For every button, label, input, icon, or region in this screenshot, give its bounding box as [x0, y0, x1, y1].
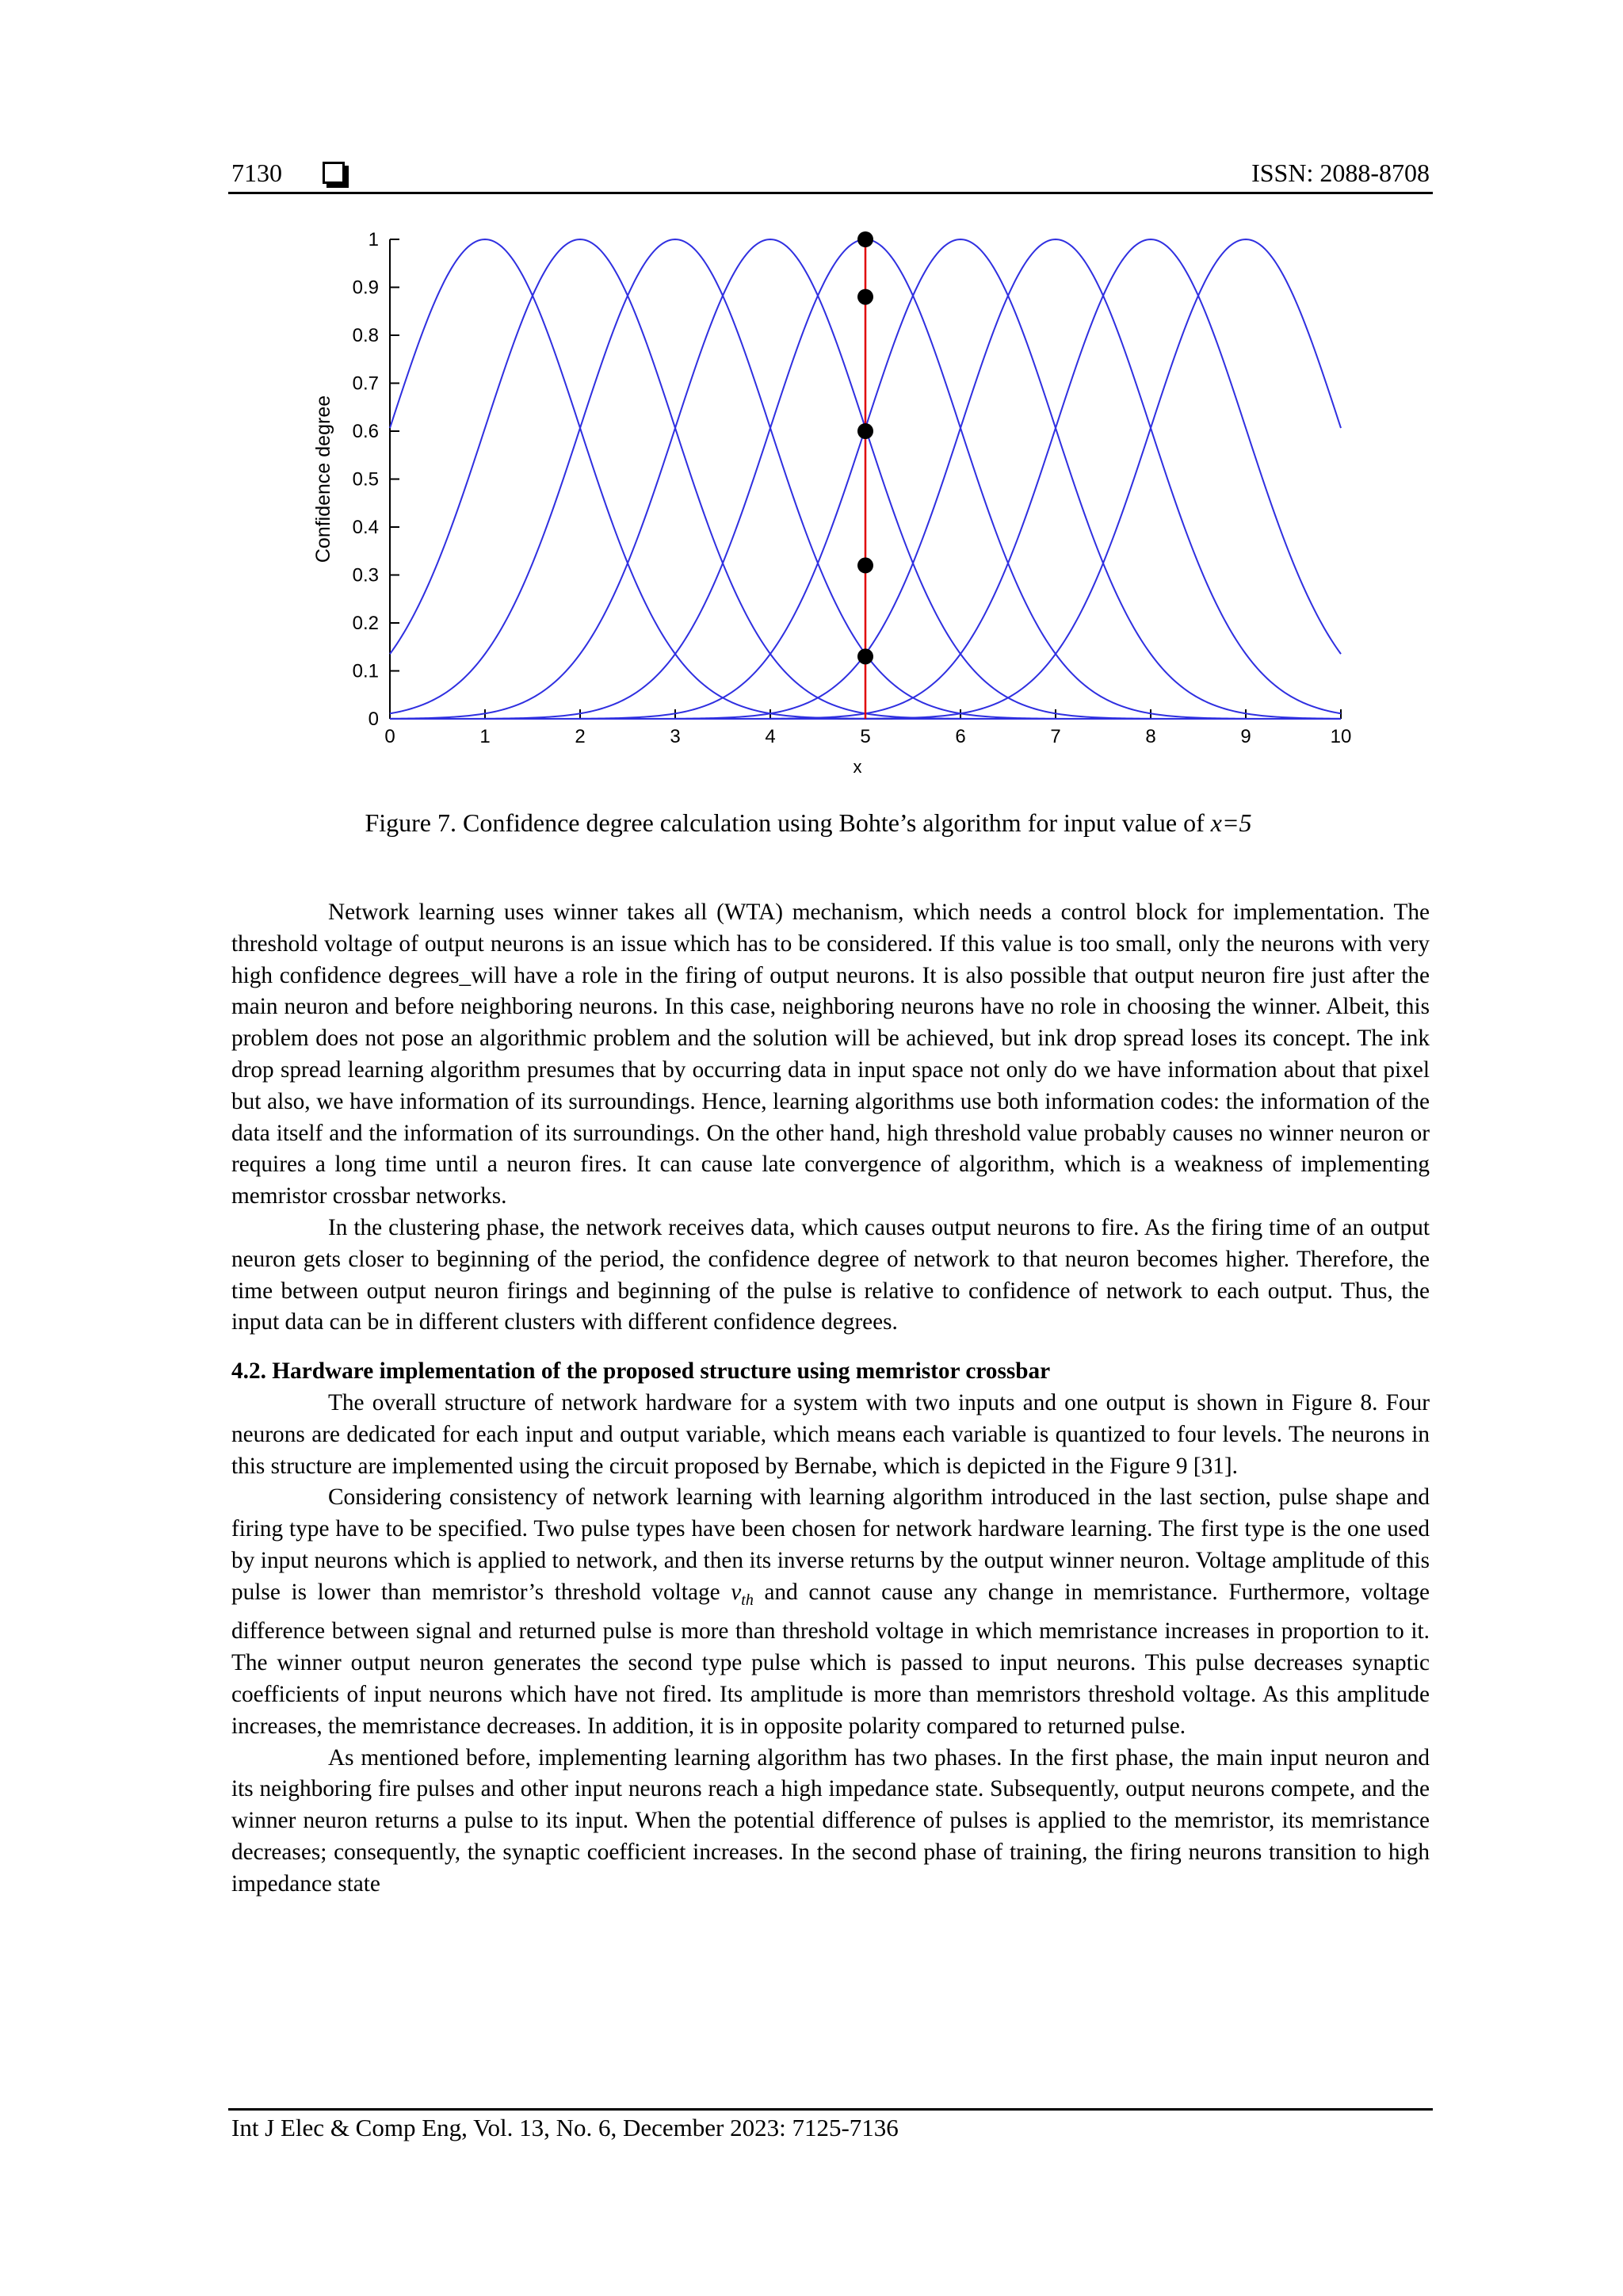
- x-tick-label: 4: [765, 726, 776, 747]
- paragraph-clustering: In the clustering phase, the network receives data, which causes output neurons to fire. As the firing time of an output neuron gets closer to beginning of the period, the confidence degree of network to that neuron becomes higher. Therefore, the time between output neuron firings and beginning of the pulse is relative to confidence of network to each output. Thus, the input data can be in different clusters with different confidence degrees.: [231, 1214, 1430, 1335]
- y-tick-label: 0.5: [352, 468, 379, 491]
- paragraph-wta: Network learning uses winner takes all (WTA) mechanism, which needs a control block for implementation. The threshold voltage of output neurons is an issue which has to be considered. If this value is too small, only the neurons with very high confidence degrees_will have a role in the firing of output neurons. It is also possible that output neuron fire just after the main neuron and before neighboring neurons. In this case, neighboring neurons have no role in choosing the winner. Albeit, this problem does not pose an algorithmic problem and the solution will be achieved, but ink drop spread loses its concept. The ink drop spread learning algorithm presumes that by occurring data in input space not only do we have information about that pixel but also, we have information of its surroundings. Hence, learning algorithms use both information codes: the information of the data itself and the information of its surroundings. On the other hand, high threshold value probably causes no winner neuron or requires a long time until a neuron fires. It can cause late convergence of algorithm, which is a weakness of implementing memristor crossbar networks.: [231, 900, 1430, 1209]
- y-tick-label: 0: [368, 709, 379, 730]
- confidence-point: [857, 648, 873, 664]
- x-tick-label: 2: [575, 726, 586, 747]
- page-header: [231, 155, 1430, 190]
- x-tick-label: 7: [1050, 726, 1061, 747]
- section-heading-4-2: 4.2. Hardware implementation of the proposed structure using memristor crossbar: [231, 1358, 1051, 1385]
- x-axis-label: x: [853, 757, 862, 777]
- figure-caption: [238, 805, 1379, 840]
- confidence-point: [857, 557, 873, 573]
- x-tick-label: 10: [1330, 726, 1352, 747]
- y-tick-label: 0.2: [352, 613, 379, 634]
- y-tick-label: 0.9: [352, 277, 379, 299]
- x-tick-label: 8: [1145, 726, 1156, 747]
- caption-variable: x=5: [1210, 808, 1252, 837]
- y-tick-label: 0.8: [352, 325, 379, 346]
- paragraph-two-phases: As mentioned before, implementing learning algorithm has two phases. In the first phase, the main input neuron and its neighboring fire pulses and other input neurons reach a high impedance state. Subsequently, output neurons compete, and the winner neuron returns a pulse to its input. When the potential difference of pulses is applied to the memristor, its memristance decreases; consequently, the synaptic coefficient increases. In the second phase of training, the firing neurons transition to high impedance state: [231, 1744, 1430, 1897]
- header-rule: [228, 192, 1433, 194]
- confidence-point: [857, 231, 873, 247]
- x-tick-label: 6: [955, 726, 966, 747]
- x-tick-label: 5: [860, 726, 871, 747]
- paragraph-pulse-types-a: Considering consistency of network learning with learning algorithm introduced in the last section, pulse shape and firing type have to be specified. Two pulse types have been chosen for network hardware learning. The first type is the one used by input neurons which is applied to network, and then its inverse returns by the output winner neuron. Voltage amplitude of this pulse is lower than memristor’s threshold voltage: [231, 1484, 1430, 1605]
- confidence-point: [857, 289, 873, 305]
- confidence-point: [857, 423, 873, 439]
- footer-rule: [228, 2108, 1433, 2111]
- caption-text: Figure 7. Confidence degree calculation using Bohte’s algorithm for input value of: [365, 808, 1211, 837]
- y-tick-label: 0.3: [352, 564, 379, 586]
- y-tick-label: 1: [368, 229, 379, 250]
- y-axis-label: Confidence degree: [312, 395, 334, 563]
- confidence-degree-chart: [301, 223, 1363, 778]
- footer-citation: Int J Elec & Comp Eng, Vol. 13, No. 6, December 2023: 7125-7136: [231, 2114, 899, 2141]
- paragraph-overall-structure: The overall structure of network hardware for a system with two inputs and one output is shown in Figure 8. Four neurons are dedicated for each input and output variable, which means each variable is quantized to four levels. The neurons in this structure are implemented using the circuit proposed by Bernabe, which is depicted in the Figure 9 [31].: [231, 1389, 1430, 1479]
- y-tick-label: 0.1: [352, 660, 379, 682]
- paragraph-pulse-types-b: and cannot cause any change in memristance. Furthermore, voltage difference between signal and returned pulse is more than threshold voltage in which memristance increases in proportion to it. The winner output neuron generates the second type pulse which is passed to input neurons. This pulse decreases synaptic coefficients of input neurons which have not fired. Its amplitude is more than memristors threshold voltage. As this amplitude increases, the memristance decreases. In addition, it is in opposite polarity compared to returned pulse.: [231, 1579, 1430, 1739]
- issn: ISSN: 2088-8708: [1251, 159, 1430, 187]
- square-bullet-icon: [323, 162, 345, 184]
- paragraph-pulse-types: [231, 1482, 1430, 1742]
- threshold-voltage-symbol: $v_{th}$: [731, 1579, 754, 1609]
- x-tick-label: 3: [670, 726, 681, 747]
- x-tick-label: 1: [479, 726, 491, 747]
- x-tick-label: 0: [384, 726, 395, 747]
- y-tick-label: 0.4: [352, 517, 379, 538]
- x-tick-label: 9: [1240, 726, 1251, 747]
- y-tick-label: 0.6: [352, 421, 379, 442]
- body-text: [231, 897, 1430, 1901]
- page-number: 7130: [231, 159, 282, 187]
- y-tick-label: 0.7: [352, 372, 379, 395]
